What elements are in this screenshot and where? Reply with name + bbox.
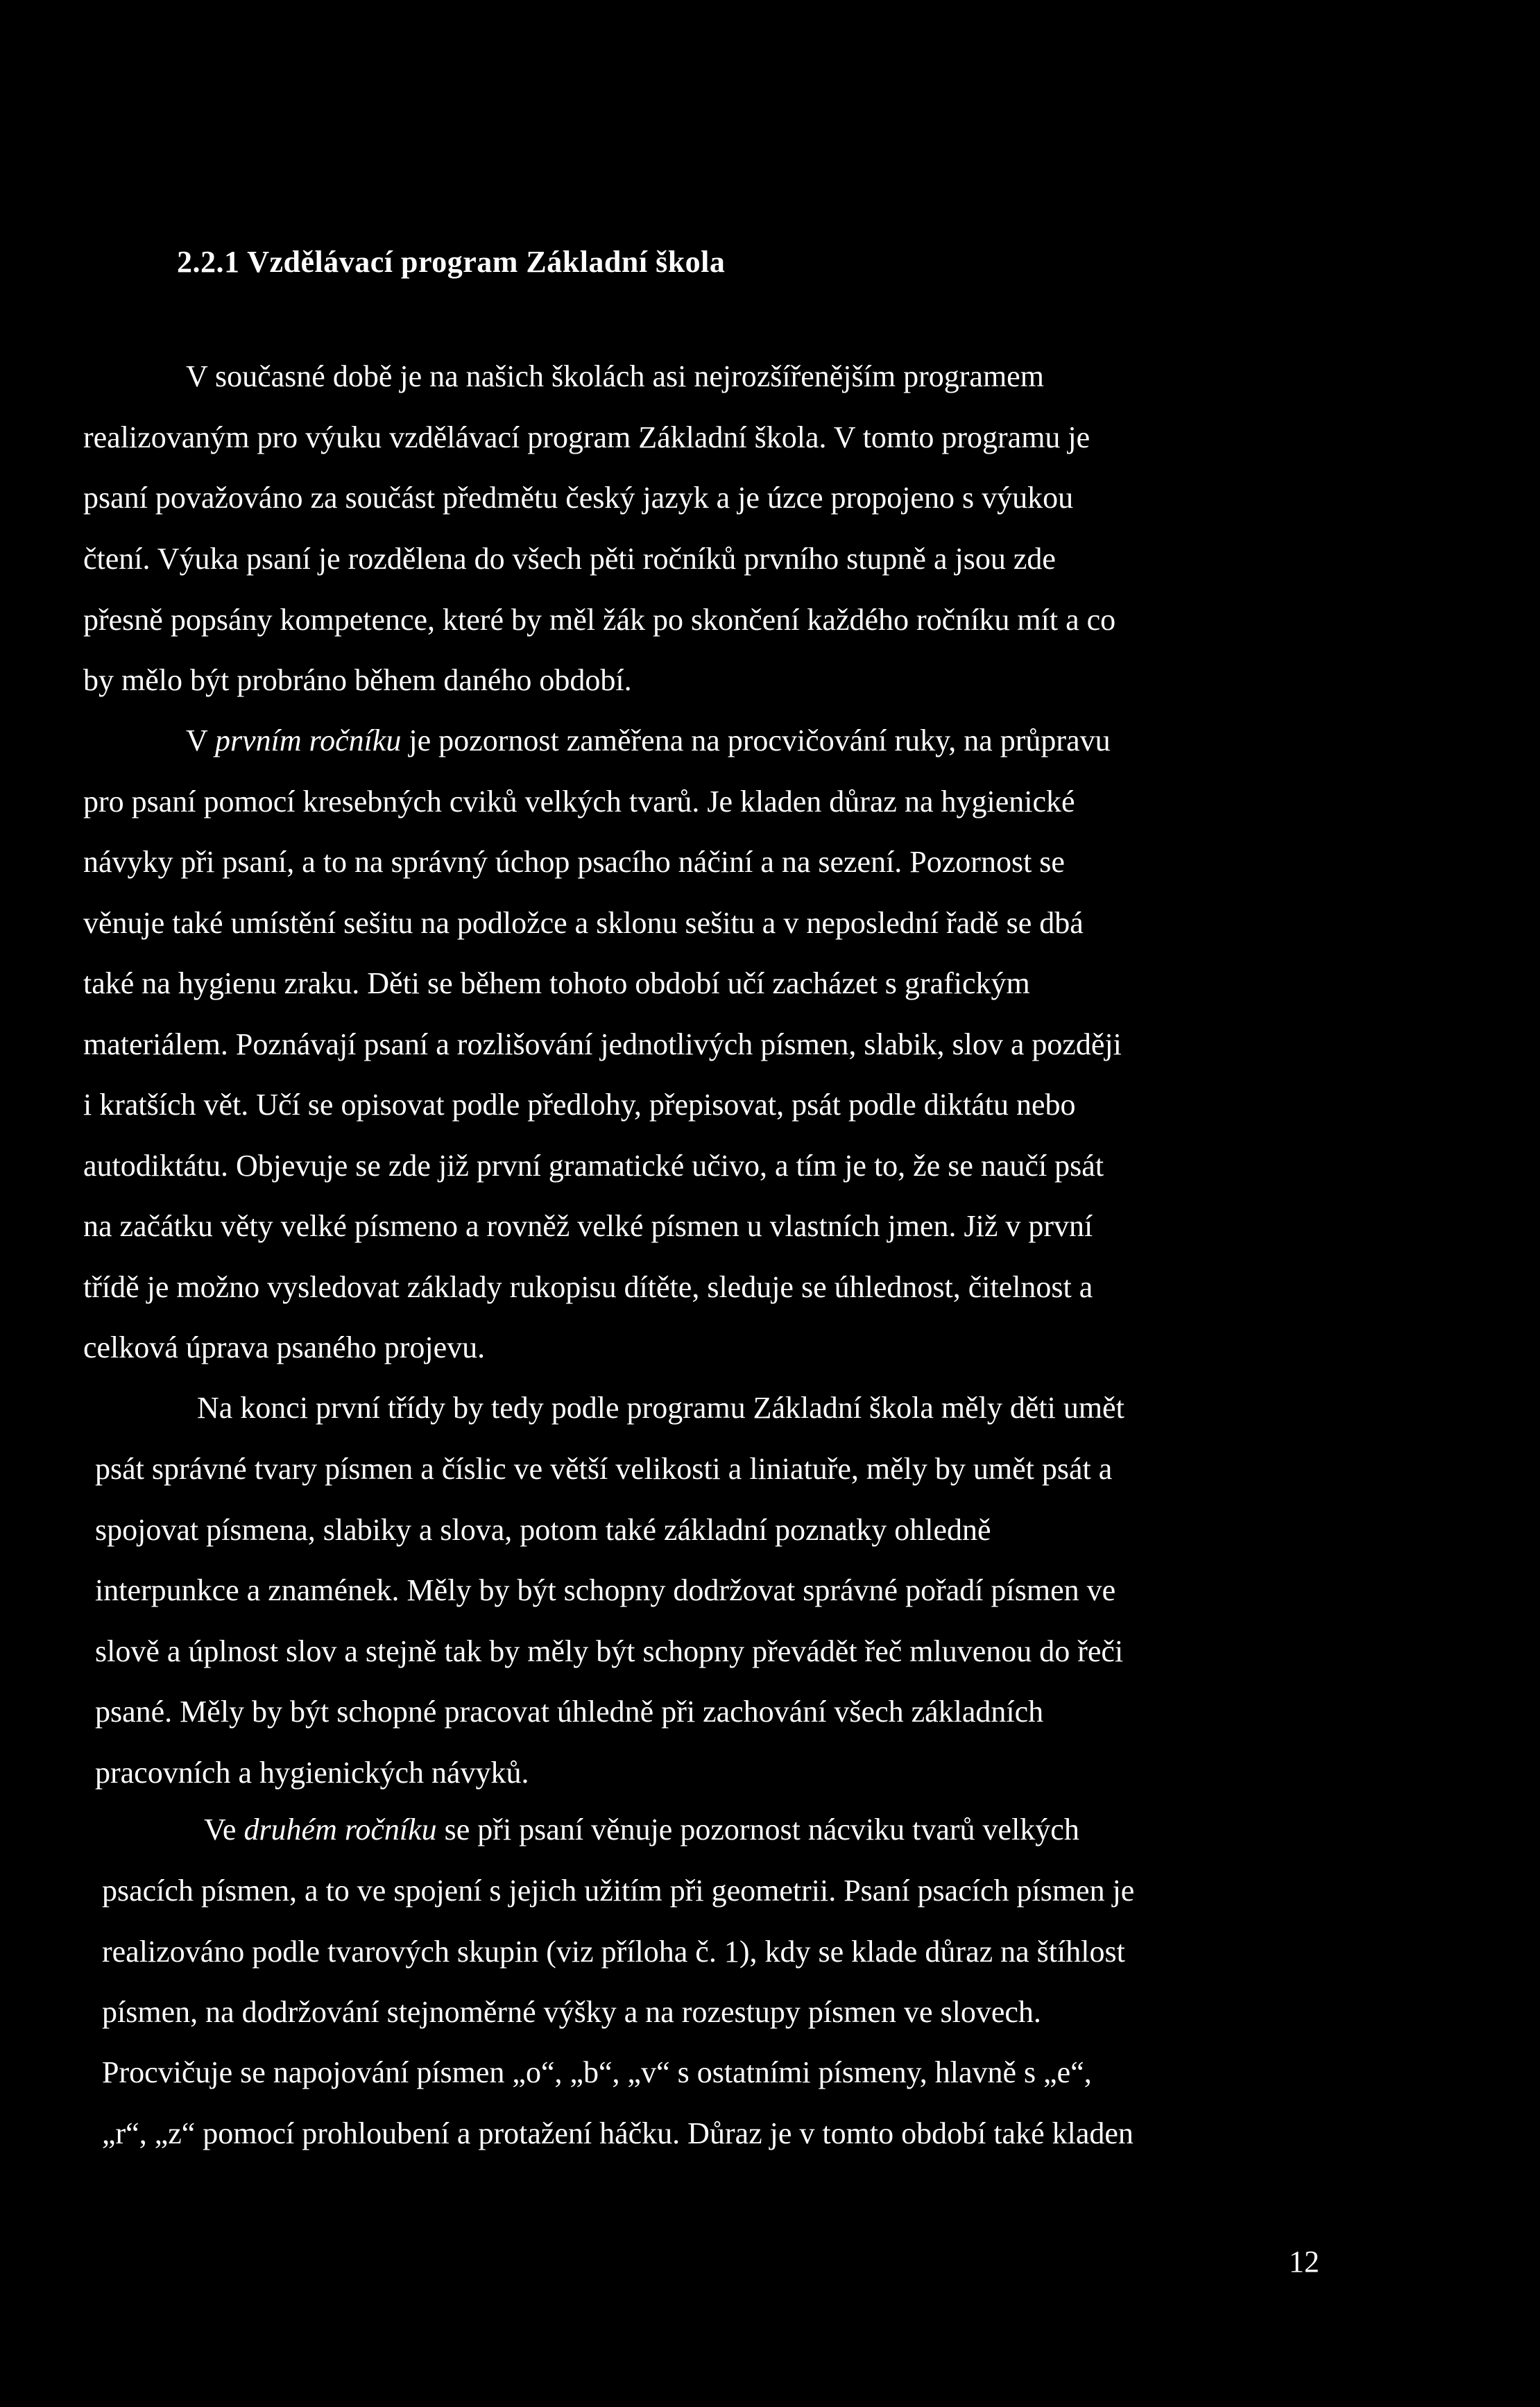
text-line: psacích písmen, a to ve spojení s jejich užitím při geometrii. Psaní psacích písmen je: [102, 1874, 1135, 1908]
text-line: realizovaným pro výuku vzdělávací program Základní škola. V tomto programu je: [83, 420, 1090, 454]
text-line: také na hygienu zraku. Děti se během tohoto období učí zacházet s grafickým: [83, 966, 1030, 1000]
text-line: Ve druhém ročníku se při psaní věnuje pozornost nácviku tvarů velkých: [204, 1813, 1079, 1847]
text-line: V současné době je na našich školách asi nejrozšířenějším programem: [186, 359, 1044, 393]
text-line: realizováno podle tvarových skupin (viz příloha č. 1), kdy se klade důraz na štíhlost: [102, 1935, 1125, 1969]
text-line: Procvičuje se napojování písmen „o“, „b“, „v“ s ostatními písmeny, hlavně s „e“,: [102, 2055, 1092, 2089]
text-line: interpunkce a znamének. Měly by být schopny dodržovat správné pořadí písmen ve: [95, 1573, 1116, 1607]
text-line: pro psaní pomocí kresebných cviků velkých tvarů. Je kladen důraz na hygienické: [83, 785, 1075, 819]
page-number: 12: [1289, 2245, 1319, 2279]
text-line: celková úprava psaného projevu.: [83, 1330, 486, 1364]
text-line: písmen, na dodržování stejnoměrné výšky a na rozestupy písmen ve slovech.: [102, 1995, 1041, 2029]
text-line: věnuje také umístění sešitu na podložce a sklonu sešitu a v neposlední řadě se dbá: [83, 906, 1084, 940]
text-line: na začátku věty velké písmeno a rovněž velké písmen u vlastních jmen. Již v první: [83, 1209, 1093, 1243]
text-line: autodiktátu. Objevuje se zde již první gramatické učivo, a tím je to, že se naučí psát: [83, 1149, 1104, 1183]
text-line: spojovat písmena, slabiky a slova, potom také základní poznatky ohledně: [95, 1513, 991, 1547]
text-line: Na konci první třídy by tedy podle programu Základní škola měly děti umět: [197, 1391, 1124, 1425]
text-line: přesně popsány kompetence, které by měl žák po skončení každého ročníku mít a co: [83, 603, 1116, 637]
text-line: psané. Měly by být schopné pracovat úhledně při zachování všech základních: [95, 1695, 1044, 1729]
text-line: V prvním ročníku je pozornost zaměřena na procvičování ruky, na průpravu: [186, 723, 1111, 757]
text-line: materiálem. Poznávají psaní a rozlišování jednotlivých písmen, slabik, slov a později: [83, 1027, 1122, 1061]
text-line: slově a úplnost slov a stejně tak by měly být schopny převádět řeč mluvenou do řeči: [95, 1634, 1124, 1668]
text-line: psaní považováno za součást předmětu český jazyk a je úzce propojeno s výukou: [83, 481, 1074, 515]
emphasis-text: prvním ročníku: [214, 723, 402, 757]
emphasis-text: druhém ročníku: [243, 1813, 437, 1847]
text-line: pracovních a hygienických návyků.: [95, 1756, 529, 1790]
text-line: „r“, „z“ pomocí prohloubení a protažení háčku. Důraz je v tomto období také kladen: [102, 2116, 1133, 2150]
text-line: i kratších vět. Učí se opisovat podle předlohy, přepisovat, psát podle diktátu nebo: [83, 1088, 1076, 1122]
section-heading: 2.2.1 Vzdělávací program Základní škola: [177, 245, 726, 279]
text-line: třídě je možno vysledovat základy rukopisu dítěte, sleduje se úhlednost, čitelnost a: [83, 1270, 1093, 1304]
text-line: by mělo být probráno během daného období.: [83, 663, 632, 697]
text-line: psát správné tvary písmen a číslic ve větší velikosti a liniatuře, měly by umět psát a: [95, 1452, 1113, 1486]
text-line: návyky při psaní, a to na správný úchop psacího náčiní a na sezení. Pozornost se: [83, 845, 1065, 879]
text-line: čtení. Výuka psaní je rozdělena do všech pěti ročníků prvního stupně a jsou zde: [83, 542, 1056, 576]
